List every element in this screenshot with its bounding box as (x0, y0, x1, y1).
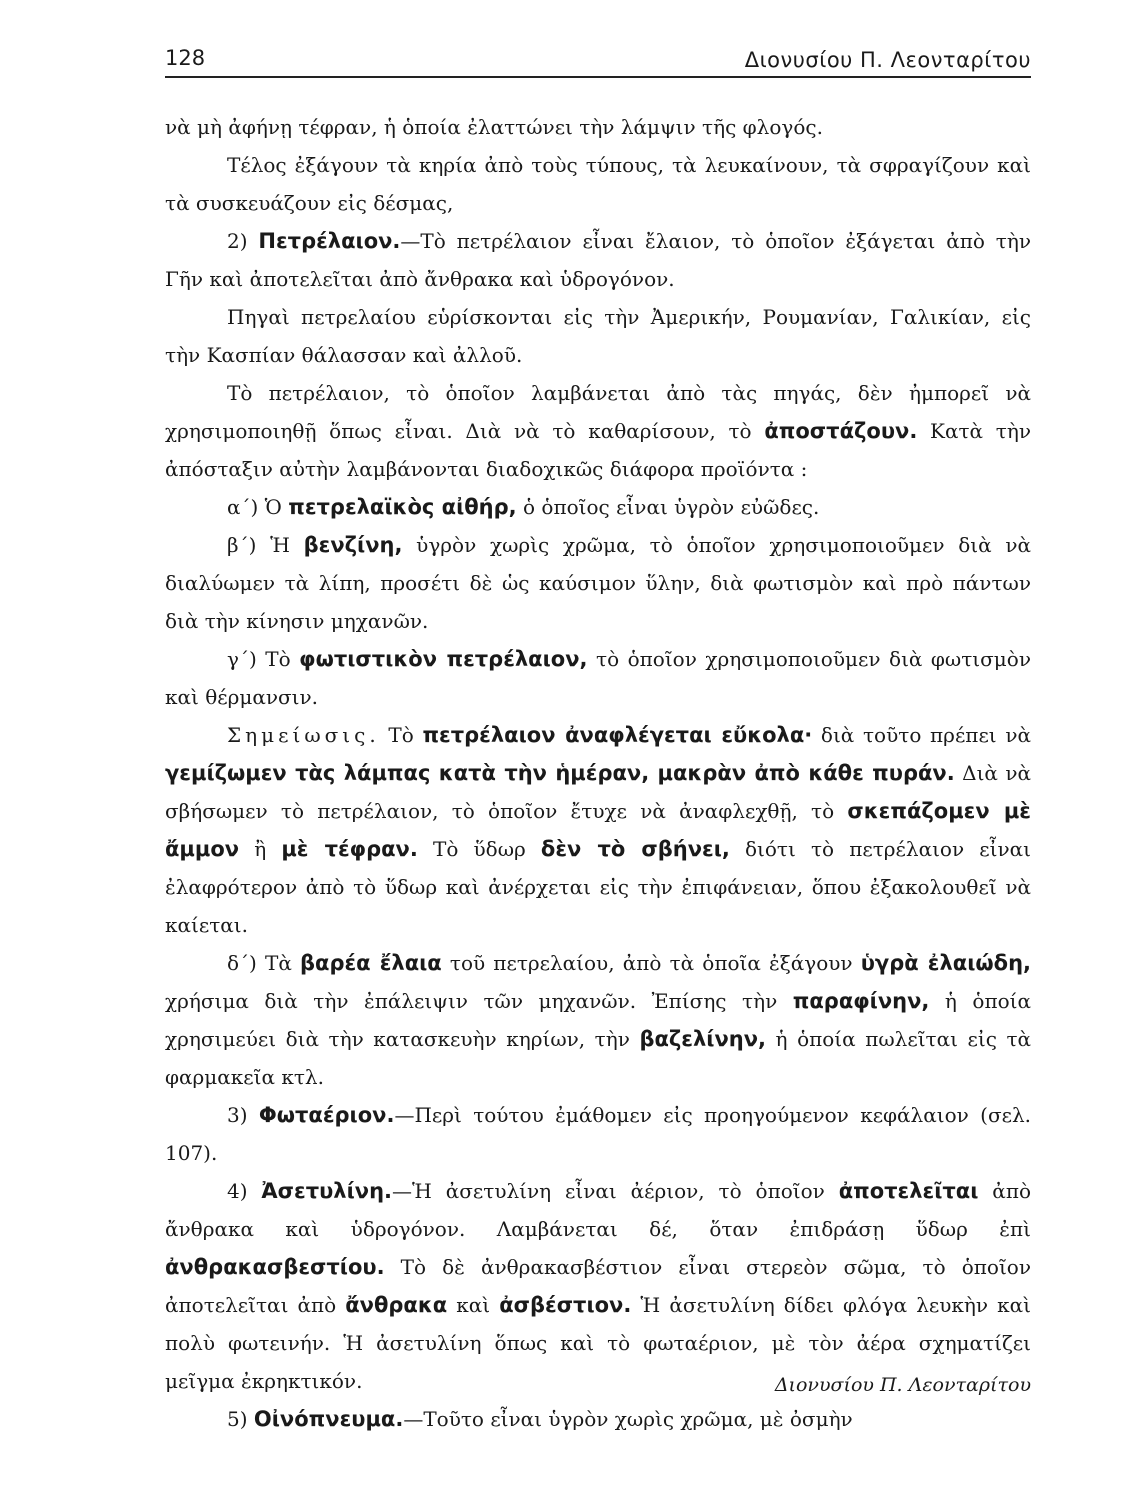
page-number: 128 (165, 46, 206, 70)
text-run: 2) (227, 229, 259, 253)
bold-term: βαρέα ἔλαια (300, 951, 442, 975)
text-run: ἀπὸ ἄνθρακα καὶ ὑδρογόνον. Λαμβάνεται δέ, ὅταν ἐπιδράσῃ ὕδωρ ἐπὶ (165, 1179, 1031, 1241)
bold-term: ἀποστάζουν. (764, 419, 918, 443)
paragraph (165, 526, 1031, 640)
text-run: Τέλος ἐξάγουν τὰ κηρία ἀπὸ τοὺς τύπους, τὰ λευκαίνουν, τὰ σφραγίζουν καὶ τὰ συσκευάζουν εἰς δέσμας, (165, 153, 1031, 215)
paragraph (165, 1400, 1031, 1438)
bold-term: πετρελαϊκὸς αἰθήρ, (288, 495, 517, 519)
paragraph (165, 108, 1031, 146)
paragraph (165, 374, 1031, 488)
paragraph (165, 1096, 1031, 1172)
bold-term: ἀσβέστιον. (499, 1293, 632, 1317)
spaced-note-label: Σημείωσις. (227, 723, 380, 747)
text-run: Κατὰ τὴν ἀπόσταξιν αὐτὴν λαμβάνονται διαδοχικῶς διάφορα προϊόντα : (165, 419, 1032, 481)
bold-term: Οἰνόπνευμα. (253, 1407, 404, 1431)
text-run: Τὸ πετρέλαιον, τὸ ὁποῖον λαμβάνεται ἀπὸ τὰς πηγάς, δὲν ἠμπορεῖ νὰ χρησιμοποιηθῇ ὅπως εἶναι. Διὰ νὰ τὸ καθαρίσουν, τὸ (165, 381, 1031, 443)
text-run: Τὸ δὲ ἀνθρακασβέστιον εἶναι στερεὸν σῶμα, τὸ ὁποῖον ἀποτελεῖται ἀπὸ (165, 1255, 1031, 1317)
bold-term: ἀνθρακασβεστίου. (165, 1255, 385, 1279)
bold-term: ἄνθρακα (345, 1293, 448, 1317)
bold-term: μὲ τέφραν. (281, 837, 418, 861)
bold-term: Φωταέριον. (258, 1103, 395, 1127)
text-run: τοῦ πετρελαίου, ἀπὸ τὰ ὁποῖα ἐξάγουν (441, 951, 861, 975)
paragraph (165, 488, 1031, 526)
text-run: 4) (227, 1179, 262, 1203)
paragraph (165, 1172, 1031, 1400)
text-run: Διὰ νὰ σβήσωμεν τὸ πετρέλαιον, τὸ ὁποῖον ἔτυχε νὰ ἀναφλεχθῇ, τὸ (165, 761, 1031, 823)
text-run: γ΄) Τὸ (227, 647, 300, 671)
bold-term: ὑγρὰ ἐλαιώδη, (860, 951, 1031, 975)
text-run: ὑγρὸν χωρὶς χρῶμα, τὸ ὁποῖον χρησιμοποιοῦμεν διὰ νὰ διαλύωμεν τὰ λίπη, προσέτι δὲ ὡς καύσιμον ὕλην, διὰ φωτισμὸν καὶ πρὸ πάντων διὰ τὴν κίνησιν μηχανῶν. (165, 533, 1031, 633)
text-run: νὰ μὴ ἀφήνῃ τέφραν, ἡ ὁποία ἐλαττώνει τὴν λάμψιν τῆς φλογός. (165, 115, 823, 139)
bold-term: Ἀσετυλίνη. (261, 1179, 393, 1203)
bold-term: γεμίζωμεν τὰς λάμπας κατὰ τὴν ἡμέραν, μακρὰν ἀπὸ κάθε πυράν. (165, 761, 955, 785)
bold-term: φωτιστικὸν πετρέλαιον, (299, 647, 588, 671)
bold-term: πετρέλαιον ἀναφλέγεται εὔκολα· (422, 723, 813, 747)
text-run: ἡ ὁποία πωλεῖται εἰς τὰ φαρμακεῖα κτλ. (165, 1027, 1032, 1089)
bold-term: δὲν τὸ σβήνει, (540, 837, 730, 861)
bold-term: βενζίνη, (303, 533, 403, 557)
text-run: ἢ (239, 837, 282, 861)
text-run: τὸ ὁποῖον χρησιμοποιοῦμεν διὰ φωτισμὸν καὶ θέρμανσιν. (165, 647, 1031, 709)
paragraph (165, 222, 1031, 298)
text-run: —Ἡ ἀσετυλίνη εἶναι ἀέριον, τὸ ὁποῖον (392, 1179, 839, 1203)
bold-term: ἀποτελεῖται (838, 1179, 979, 1203)
page-header (165, 40, 1031, 78)
paragraph (165, 716, 1031, 944)
text-run: καὶ (447, 1293, 500, 1317)
text-run: Τὸ ὕδωρ (417, 837, 541, 861)
bold-term: βαζελίνην, (639, 1027, 767, 1051)
text-run: Ἡ ἀσετυλίνη δίδει φλόγα λευκὴν καὶ πολὺ φωτεινήν. Ἡ ἀσετυλίνη ὅπως καὶ τὸ φωταέριον, μὲ τὸν ἀέρα σχηματίζει μεῖγμα ἐκρηκτικόν. (165, 1293, 1031, 1393)
body-text (165, 108, 1031, 1438)
text-run: ἡ ὁποία χρησιμεύει διὰ τὴν κατασκευὴν κηρίων, τὴν (165, 989, 1031, 1051)
text-run: δ΄) Τὰ (227, 951, 300, 975)
paragraph (165, 640, 1031, 716)
text-run: β΄) Ἡ (227, 533, 304, 557)
running-head: Διονυσίου Π. Λεονταρίτου (744, 48, 1031, 72)
text-run: 3) (227, 1103, 259, 1127)
bold-term: σκεπάζομεν μὲ ἄμμον (165, 799, 1031, 861)
paragraph (165, 298, 1031, 374)
text-run: —Περὶ τούτου ἐμάθομεν εἰς προηγούμενον κεφάλαιον (σελ. 107). (165, 1103, 1031, 1165)
footer-signature: Διονυσίου Π. Λεονταρίτου (774, 1374, 1031, 1396)
text-run: α΄) Ὁ (227, 495, 289, 519)
text-run: 5) (227, 1407, 254, 1431)
text-run: διότι τὸ πετρέλαιον εἶναι ἐλαφρότερον ἀπὸ τὸ ὕδωρ καὶ ἀνέρχεται εἰς τὴν ἐπιφάνειαν, ὅπου ἐξακολουθεῖ νὰ καίεται. (165, 837, 1031, 937)
text-run: —Τοῦτο εἶναι ὑγρὸν χωρὶς χρῶμα, μὲ ὀσμὴν (403, 1407, 853, 1431)
text-run: Πηγαὶ πετρελαίου εὑρίσκονται εἰς τὴν Ἀμερικήν, Ρουμανίαν, Γαλικίαν, εἰς τὴν Κασπίαν θάλασσαν καὶ ἀλλοῦ. (165, 305, 1031, 367)
text-run: —Τὸ πετρέλαιον εἶναι ἔλαιον, τὸ ὁποῖον ἐξάγεται ἀπὸ τὴν Γῆν καὶ ἀποτελεῖται ἀπὸ ἄνθρακα καὶ ὑδρογόνον. (165, 229, 1031, 291)
paragraph (165, 944, 1031, 1096)
bold-term: Πετρέλαιον. (258, 229, 401, 253)
text-run: διὰ τοῦτο πρέπει νὰ (812, 723, 1031, 747)
text-run: Τὸ (379, 723, 423, 747)
bold-term: παραφίνην, (792, 989, 930, 1013)
text-run: ὁ ὁποῖος εἶναι ὑγρὸν εὐῶδες. (516, 495, 820, 519)
paragraph (165, 146, 1031, 222)
text-run: χρήσιμα διὰ τὴν ἐπάλειψιν τῶν μηχανῶν. Ἐπίσης τὴν (165, 989, 793, 1013)
